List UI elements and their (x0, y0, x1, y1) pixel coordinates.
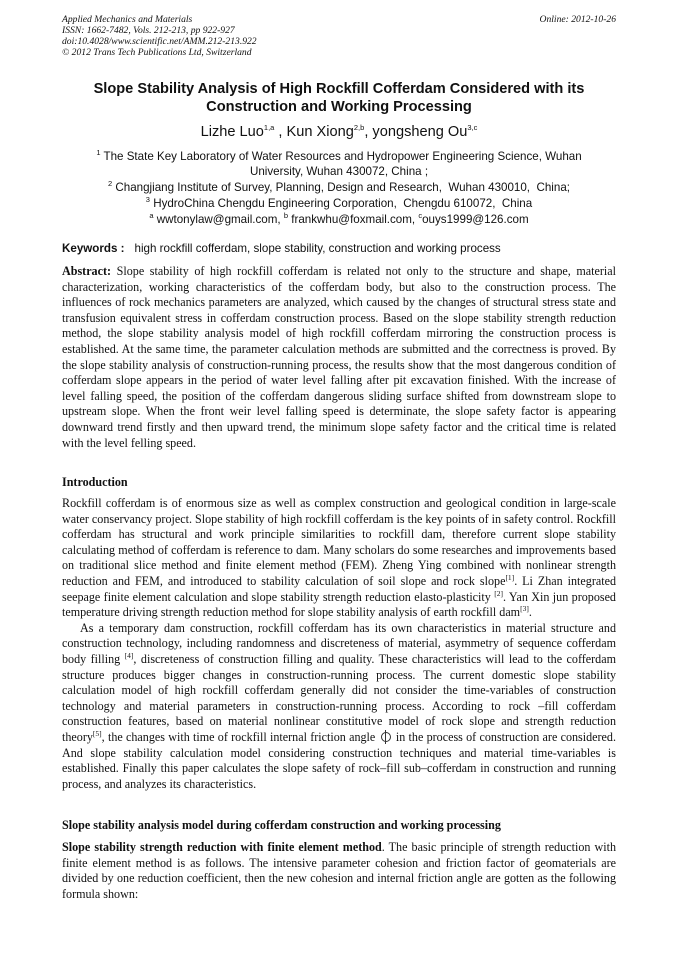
intro-p1-text-a: Rockfill cofferdam is of enormous size as well as complex construction and geological condition in large-scale water conservancy project. Slope stability of high rockfill cofferdam is the key points of in safety control. Rockfill cofferdam has structural and work principle similarities to rockfill dam, therefore current slope stability calculating method of cofferdam is reference to dam. Many scholars do some researches and improvements based on traditional slice method and finite element method (FEM). Zheng Ying combined with nonlinear strength reduction and FEM, and introduced to stability calculation of soil slope and rock slope (62, 496, 616, 588)
author-3-sup: 3,c (467, 123, 478, 133)
affiliation-1 (62, 149, 616, 179)
keywords-label: Keywords : (62, 242, 125, 255)
aff-1-sup: 1 (96, 148, 101, 158)
title-line-2: Construction and Working Processing (206, 99, 472, 115)
aff-3-text: HydroChina Chengdu Engineering Corporation, Chengdu 610072, China (149, 197, 533, 210)
phi-symbol-icon (381, 732, 391, 742)
keywords (62, 241, 622, 256)
introduction-body (62, 496, 616, 792)
aff-2-sup: 2 (108, 179, 113, 189)
email-c: ouys1999@126.com (422, 213, 529, 226)
aff-1-line-1: The State Key Laboratory of Water Resources and Hydropower Engineering Science, Wuhan (100, 150, 582, 163)
ref-2: [2] (494, 588, 503, 598)
aff-2-text: Changjiang Institute of Survey, Planning, Design and Research, Wuhan 430010, China; (112, 181, 570, 194)
online-date: Online: 2012-10-26 (539, 14, 616, 25)
introduction-heading: Introduction (62, 475, 128, 489)
email-a: wwtonylaw@gmail.com, (153, 213, 284, 226)
affiliation-3 (62, 196, 616, 211)
intro-p1-text-d: . (528, 605, 532, 620)
author-sep-2: , (364, 124, 373, 140)
intro-p2-text-c: , the changes with time of rockfill internal friction angle (101, 729, 379, 744)
section-2-text: . The basic principle of strength reduction with finite element method is as follows. The intensive parameter cohesion and friction factor of geomaterials are divided by one reduction coefficient, then the new cohesion and internal friction angle are gotten as the following formula shown: (62, 840, 616, 901)
intro-paragraph-1 (62, 496, 616, 621)
email-line (62, 212, 616, 227)
email-b: frankwhu@foxmail.com, (288, 213, 419, 226)
doi-line: doi:10.4028/www.scientific.net/AMM.212-213.922 (62, 36, 257, 47)
ref-5: [5] (92, 728, 102, 738)
author-2-sup: 2,b (353, 123, 365, 133)
journal-name: Applied Mechanics and Materials (62, 14, 193, 25)
paper-title (40, 80, 638, 116)
issn-line: ISSN: 1662-7482, Vols. 212-213, pp 922-927 (62, 25, 235, 36)
intro-paragraph-2 (62, 621, 616, 793)
intro-p2-text-b: , discreteness of construction filling and quality. These characteristics will lead to the cofferdam structure produces bigger changes in construction-running process. The current domestic slope stability calculation model of high rockfill cofferdam generally did not consider the time-variables of construction technology and material parameters in construction-running process. According to rock –fill cofferdam construction features, based on material nonlinear constitutive model of rock slope and strength reduction theory (62, 651, 616, 744)
abstract (62, 264, 616, 451)
aff-1-line-2: University, Wuhan 430072, China ; (249, 165, 429, 178)
author-list (40, 123, 638, 141)
affiliation-2 (62, 180, 616, 195)
intro-p1-text-c: . Yan Xin jun proposed temperature driving strength reduction method for slope stability analysis of earth rockfill dam (62, 589, 616, 620)
author-1-sup: 1,a (263, 123, 275, 133)
ref-4: [4] (124, 650, 134, 660)
journal-header (62, 14, 257, 58)
ref-1: [1] (505, 572, 515, 582)
email-b-sup: b (283, 211, 289, 221)
author-3: yongsheng Ou (372, 124, 468, 140)
section-2-heading: Slope stability analysis model during cofferdam construction and working processing (62, 818, 501, 832)
title-line-1: Slope Stability Analysis of High Rockfill Cofferdam Considered with its (93, 81, 585, 97)
email-a-sup: a (149, 211, 154, 221)
aff-3-sup: 3 (145, 195, 150, 205)
ref-3: [3] (520, 604, 529, 614)
keywords-text: high rockfill cofferdam, slope stability, construction and working process (134, 242, 501, 255)
abstract-label: Abstract: (62, 264, 112, 278)
intro-p2-text-d: in the process of construction are considered. And slope stability calculation model considering construction techniques and material time-variables is established. Finally this paper calculates the slope safety of rock–fill sub–cofferdam in construction and running process, and analyzes its characteristics. (62, 729, 616, 791)
intro-p2-text-a: As a temporary dam construction, rockfill cofferdam has its own characteristics in material structure and construction technology, including randomness and discreteness of material, asymmetry of sequence cofferdam body filling (62, 620, 616, 666)
copyright-line: © 2012 Trans Tech Publications Ltd, Switzerland (62, 47, 252, 58)
section-2-label: Slope stability strength reduction with finite element method (62, 840, 382, 854)
author-sep-1: , (274, 124, 287, 140)
abstract-text: Slope stability of high rockfill cofferdam is related not only to the structure and shape, material characterization, working characteristics of the cofferdam body, but also to the construction process. The influences of rock mechanics parameters are analyzed, which caused by the changes of structural stress state and transfusion equivalent stress in cofferdam construction process. Based on the slope stability strength reduction method, the slope stability analysis model of high rockfill cofferdam mirroring the construction process is established. At the same time, the parameter calculation methods are submitted and the correctness is proved. By the slope stability analysis of construction-running process, the results show that the most dangerous condition of cofferdam slope appears in the period of water level falling after pit excavation finished. With the increase of level falling speed, the position of the cofferdam dangerous sliding surface shifted from downstream slope to upstream slope. When the front weir level falling speed is determinate, the slope safety factor is appearing downward trend firstly and then upward trend, the minimum slope safety factor and the critical time is related with the level felling speed. (62, 264, 616, 450)
section-2-body (62, 840, 616, 902)
email-c-sup: c (418, 211, 423, 221)
author-1: Lizhe Luo (200, 124, 264, 140)
intro-p1-text-b: . Li Zhan integrated seepage finite element calculation and slope stability strength reduction elasto-plasticity (62, 573, 616, 604)
author-2: Kun Xiong (286, 124, 354, 140)
